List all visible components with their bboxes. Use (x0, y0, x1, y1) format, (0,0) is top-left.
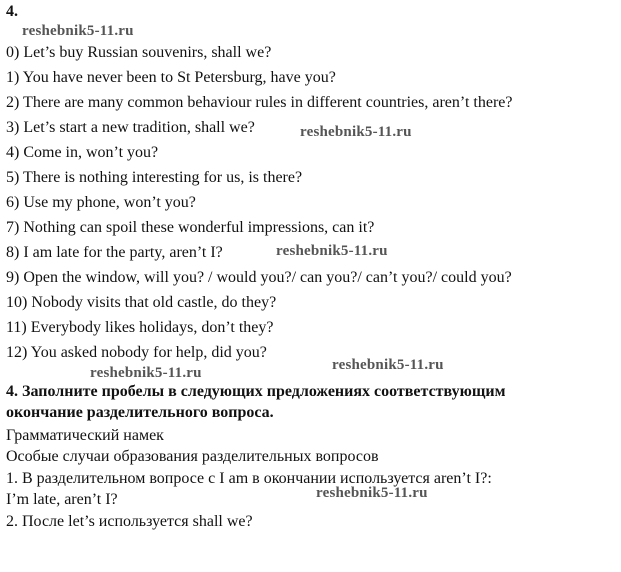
exercise-number: 4. (6, 3, 18, 20)
task-title: 4. Заполните пробелы в следующих предложениях соответствующим (6, 383, 506, 400)
watermark: reshebnik5-11.ru (22, 23, 134, 39)
watermark: reshebnik5-11.ru (300, 124, 412, 140)
answer-line: 0) Let’s buy Russian souvenirs, shall we? (6, 44, 272, 61)
answer-line: 7) Nothing can spoil these wonderful impressions, can it? (6, 219, 375, 236)
rule-line: 1. В разделительном вопросе с I am в окончании используется aren’t I?: (6, 470, 492, 487)
answer-line: 10) Nobody visits that old castle, do they? (6, 294, 277, 311)
answer-line: 1) You have never been to St Petersburg, have you? (6, 69, 336, 86)
answer-line: 8) I am late for the party, aren’t I? (6, 244, 223, 261)
rule-line: 2. После let’s используется shall we? (6, 513, 253, 530)
watermark: reshebnik5-11.ru (316, 485, 428, 501)
watermark: reshebnik5-11.ru (332, 357, 444, 373)
hint-title: Грамматический намек (6, 427, 164, 444)
answer-line: 2) There are many common behaviour rules in different countries, aren’t there? (6, 94, 513, 111)
answer-line: 5) There is nothing interesting for us, is there? (6, 169, 303, 186)
task-title: окончание разделительного вопроса. (6, 404, 274, 421)
hint-subtitle: Особые случаи образования разделительных вопросов (6, 448, 379, 465)
answer-line: 6) Use my phone, won’t you? (6, 194, 196, 211)
answer-line: 4) Come in, won’t you? (6, 144, 159, 161)
rule-line: I’m late, aren’t I? (6, 491, 118, 508)
answer-line: 3) Let’s start a new tradition, shall we? (6, 119, 255, 136)
watermark: reshebnik5-11.ru (90, 365, 202, 381)
answer-line: 12) You asked nobody for help, did you? (6, 344, 267, 361)
watermark: reshebnik5-11.ru (276, 243, 388, 259)
answer-line: 11) Everybody likes holidays, don’t they? (6, 319, 274, 336)
answer-line: 9) Open the window, will you? / would you?/ can you?/ can’t you?/ could you? (6, 269, 512, 286)
